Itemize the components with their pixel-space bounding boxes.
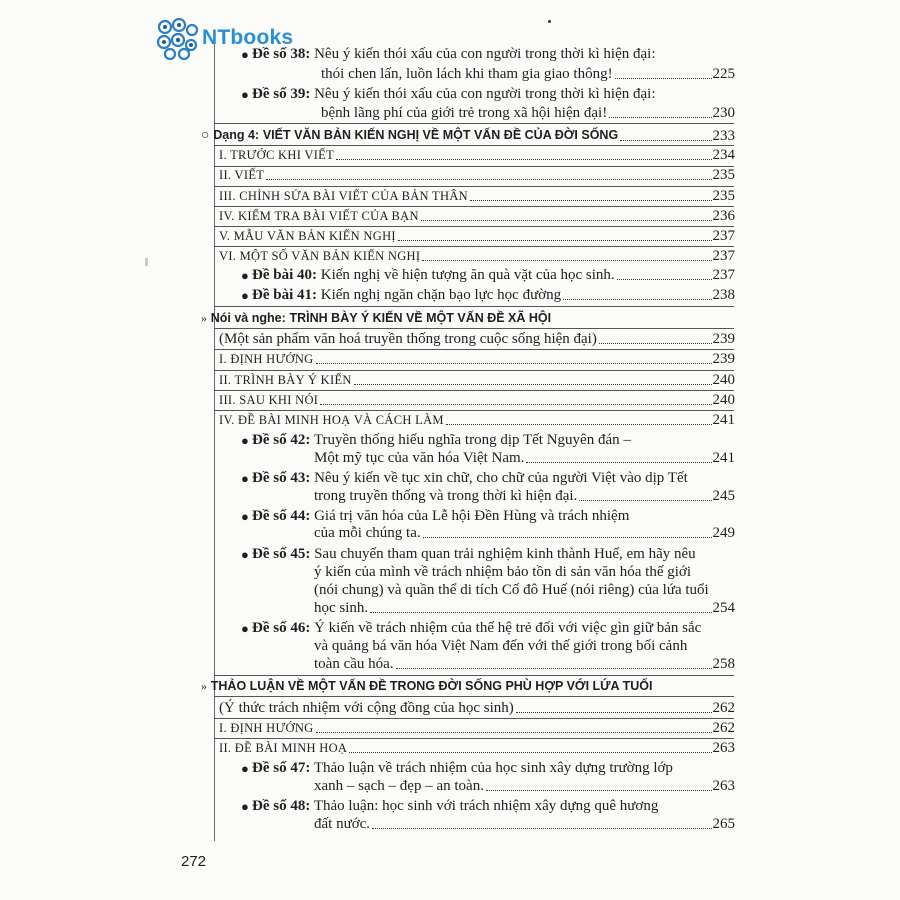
- toc-item: III. SAU KHI NÓI 240: [219, 392, 735, 408]
- bullet-icon: ●: [241, 621, 249, 636]
- entry-43: trong truyền thống và trong thời kì hiện đại. 245: [314, 488, 735, 504]
- toc-item: V. MẪU VĂN BẢN KIẾN NGHỊ 237: [219, 228, 735, 244]
- bullet-icon: ●: [241, 87, 249, 102]
- entry-44-line1: Đề số 44: Giá trị văn hóa của Lễ hội Đền Hùng và trách nhiệm: [252, 508, 630, 524]
- entry-48: đất nước. 265: [314, 816, 735, 832]
- entry-38: thói chen lấn, luồn lách khi tham gia giao thông! 225: [321, 66, 735, 82]
- entry-bai-41: Đề bài 41: Kiến nghị ngăn chặn bạo lực học đường 238: [252, 287, 735, 303]
- entry-47: xanh – sạch – đẹp – an toàn. 263: [314, 778, 735, 794]
- entry-46-line1: Đề số 46: Ý kiến về trách nhiệm của thế hệ trẻ đối với việc gìn giữ bản sắc: [252, 620, 702, 636]
- section-noi-va-nghe: » Nói và nghe: TRÌNH BÀY Ý KIẾN VỀ MỘT VẤN ĐỀ XÃ HỘI: [201, 311, 552, 325]
- page-ref: 230: [712, 105, 735, 121]
- speck: [548, 20, 551, 23]
- entry-42-line1: Đề số 42: Truyền thống hiếu nghĩa trong dịp Tết Nguyên đán –: [252, 432, 631, 448]
- entry-48-line1: Đề số 48: Thảo luận: học sinh với trách nhiệm xây dựng quê hương: [252, 798, 659, 814]
- entry-43-line1: Đề số 43: Nêu ý kiến về tục xin chữ, cho chữ của người Việt vào dịp Tết: [252, 470, 688, 486]
- toc-item: I. ĐỊNH HƯỚNG 262: [219, 720, 735, 736]
- section-thao-luan: » THẢO LUẬN VỀ MỘT VẤN ĐỀ TRONG ĐỜI SỐNG PHÙ HỢP VỚI LỨA TUỔI: [201, 679, 653, 693]
- toc-item: I. ĐỊNH HƯỚNG 239: [219, 351, 735, 367]
- divider: [214, 123, 734, 124]
- toc-item: I. TRƯỚC KHI VIẾT 234: [219, 147, 735, 163]
- toc-item: VI. MỘT SỐ VĂN BẢN KIẾN NGHỊ 237: [219, 248, 735, 264]
- entry-47-line1: Đề số 47: Thảo luận về trách nhiệm của học sinh xây dựng trường lớp: [252, 760, 673, 776]
- entry-46-line2: và quảng bá văn hóa Việt Nam đến với thế giới trong bối cảnh: [314, 638, 688, 654]
- entry-45-line2: ý kiến của mình về trách nhiệm bảo tồn di sản văn hóa thế giới: [314, 564, 691, 580]
- bullet-icon: ●: [241, 799, 249, 814]
- entry-45-line1: Đề số 45: Sau chuyến tham quan trải nghiệm kinh thành Huế, em hãy nêu: [252, 546, 696, 562]
- margin-smudge: [145, 258, 148, 266]
- toc-item: II. TRÌNH BÀY Ý KIẾN 240: [219, 372, 735, 388]
- bullet-icon: ●: [241, 547, 249, 562]
- logo-text: NTbooks: [202, 26, 294, 49]
- entry-bai-40: Đề bài 40: Kiến nghị về hiện tượng ăn quà vặt của học sinh. 237: [252, 267, 735, 283]
- bullet-icon: ●: [241, 509, 249, 524]
- toc-item: IV. KIỂM TRA BÀI VIẾT CỦA BẠN 236: [219, 208, 735, 224]
- circle-bullet-icon: ○: [201, 128, 210, 143]
- divider: [214, 328, 734, 329]
- bullet-icon: ●: [241, 471, 249, 486]
- entry-44: của mỗi chúng ta. 249: [314, 525, 735, 541]
- entry-39: bệnh lãng phí của giới trẻ trong xã hội hiện đại! 230: [321, 105, 735, 121]
- toc-item: III. CHỈNH SỬA BÀI VIẾT CỦA BẢN THÂN 235: [219, 188, 735, 204]
- toc-item: II. VIẾT 235: [219, 167, 735, 183]
- entry-38-line1: Đề số 38: Nêu ý kiến thói xấu của con người trong thời kì hiện đại:: [252, 46, 656, 62]
- section-noi-subtitle: (Một sản phẩm văn hoá truyền thống trong cuộc sống hiện đại) 239: [219, 331, 735, 347]
- section-thao-subtitle: (Ý thức trách nhiệm với cộng đồng của học sinh) 262: [219, 700, 735, 716]
- entry-46: toàn cầu hóa. 258: [314, 656, 735, 672]
- bullet-icon: ●: [241, 433, 249, 448]
- entry-42: Một mỹ tục của văn hóa Việt Nam. 241: [314, 450, 735, 466]
- divider: [214, 675, 734, 676]
- bullet-icon: ●: [241, 761, 249, 776]
- bullet-icon: ●: [241, 268, 249, 283]
- page-ref: 225: [712, 66, 735, 82]
- toc-item: IV. ĐỀ BÀI MINH HOẠ VÀ CÁCH LÀM 241: [219, 412, 735, 428]
- bullet-icon: ●: [241, 47, 249, 62]
- section-dang-4: ○ Dạng 4: VIẾT VĂN BẢN KIẾN NGHỊ VỀ MỘT VẤN ĐỀ CỦA ĐỜI SỐNG 233: [201, 128, 735, 144]
- bullet-icon: ●: [241, 288, 249, 303]
- entry-39-line1: Đề số 39: Nêu ý kiến thói xấu của con người trong thời kì hiện đại:: [252, 86, 656, 102]
- logo-molecule-icon: [156, 18, 200, 60]
- divider: [214, 696, 734, 697]
- entry-45: học sinh. 254: [314, 600, 735, 616]
- toc-item: II. ĐỀ BÀI MINH HOẠ 263: [219, 740, 735, 756]
- double-arrow-icon: »: [201, 311, 207, 325]
- divider: [214, 306, 734, 307]
- page-number: 272: [181, 853, 207, 870]
- double-arrow-icon: »: [201, 679, 207, 693]
- entry-45-line3: (nói chung) và quần thể di tích Cố đô Huế (nói riêng) của lứa tuổi: [314, 582, 709, 598]
